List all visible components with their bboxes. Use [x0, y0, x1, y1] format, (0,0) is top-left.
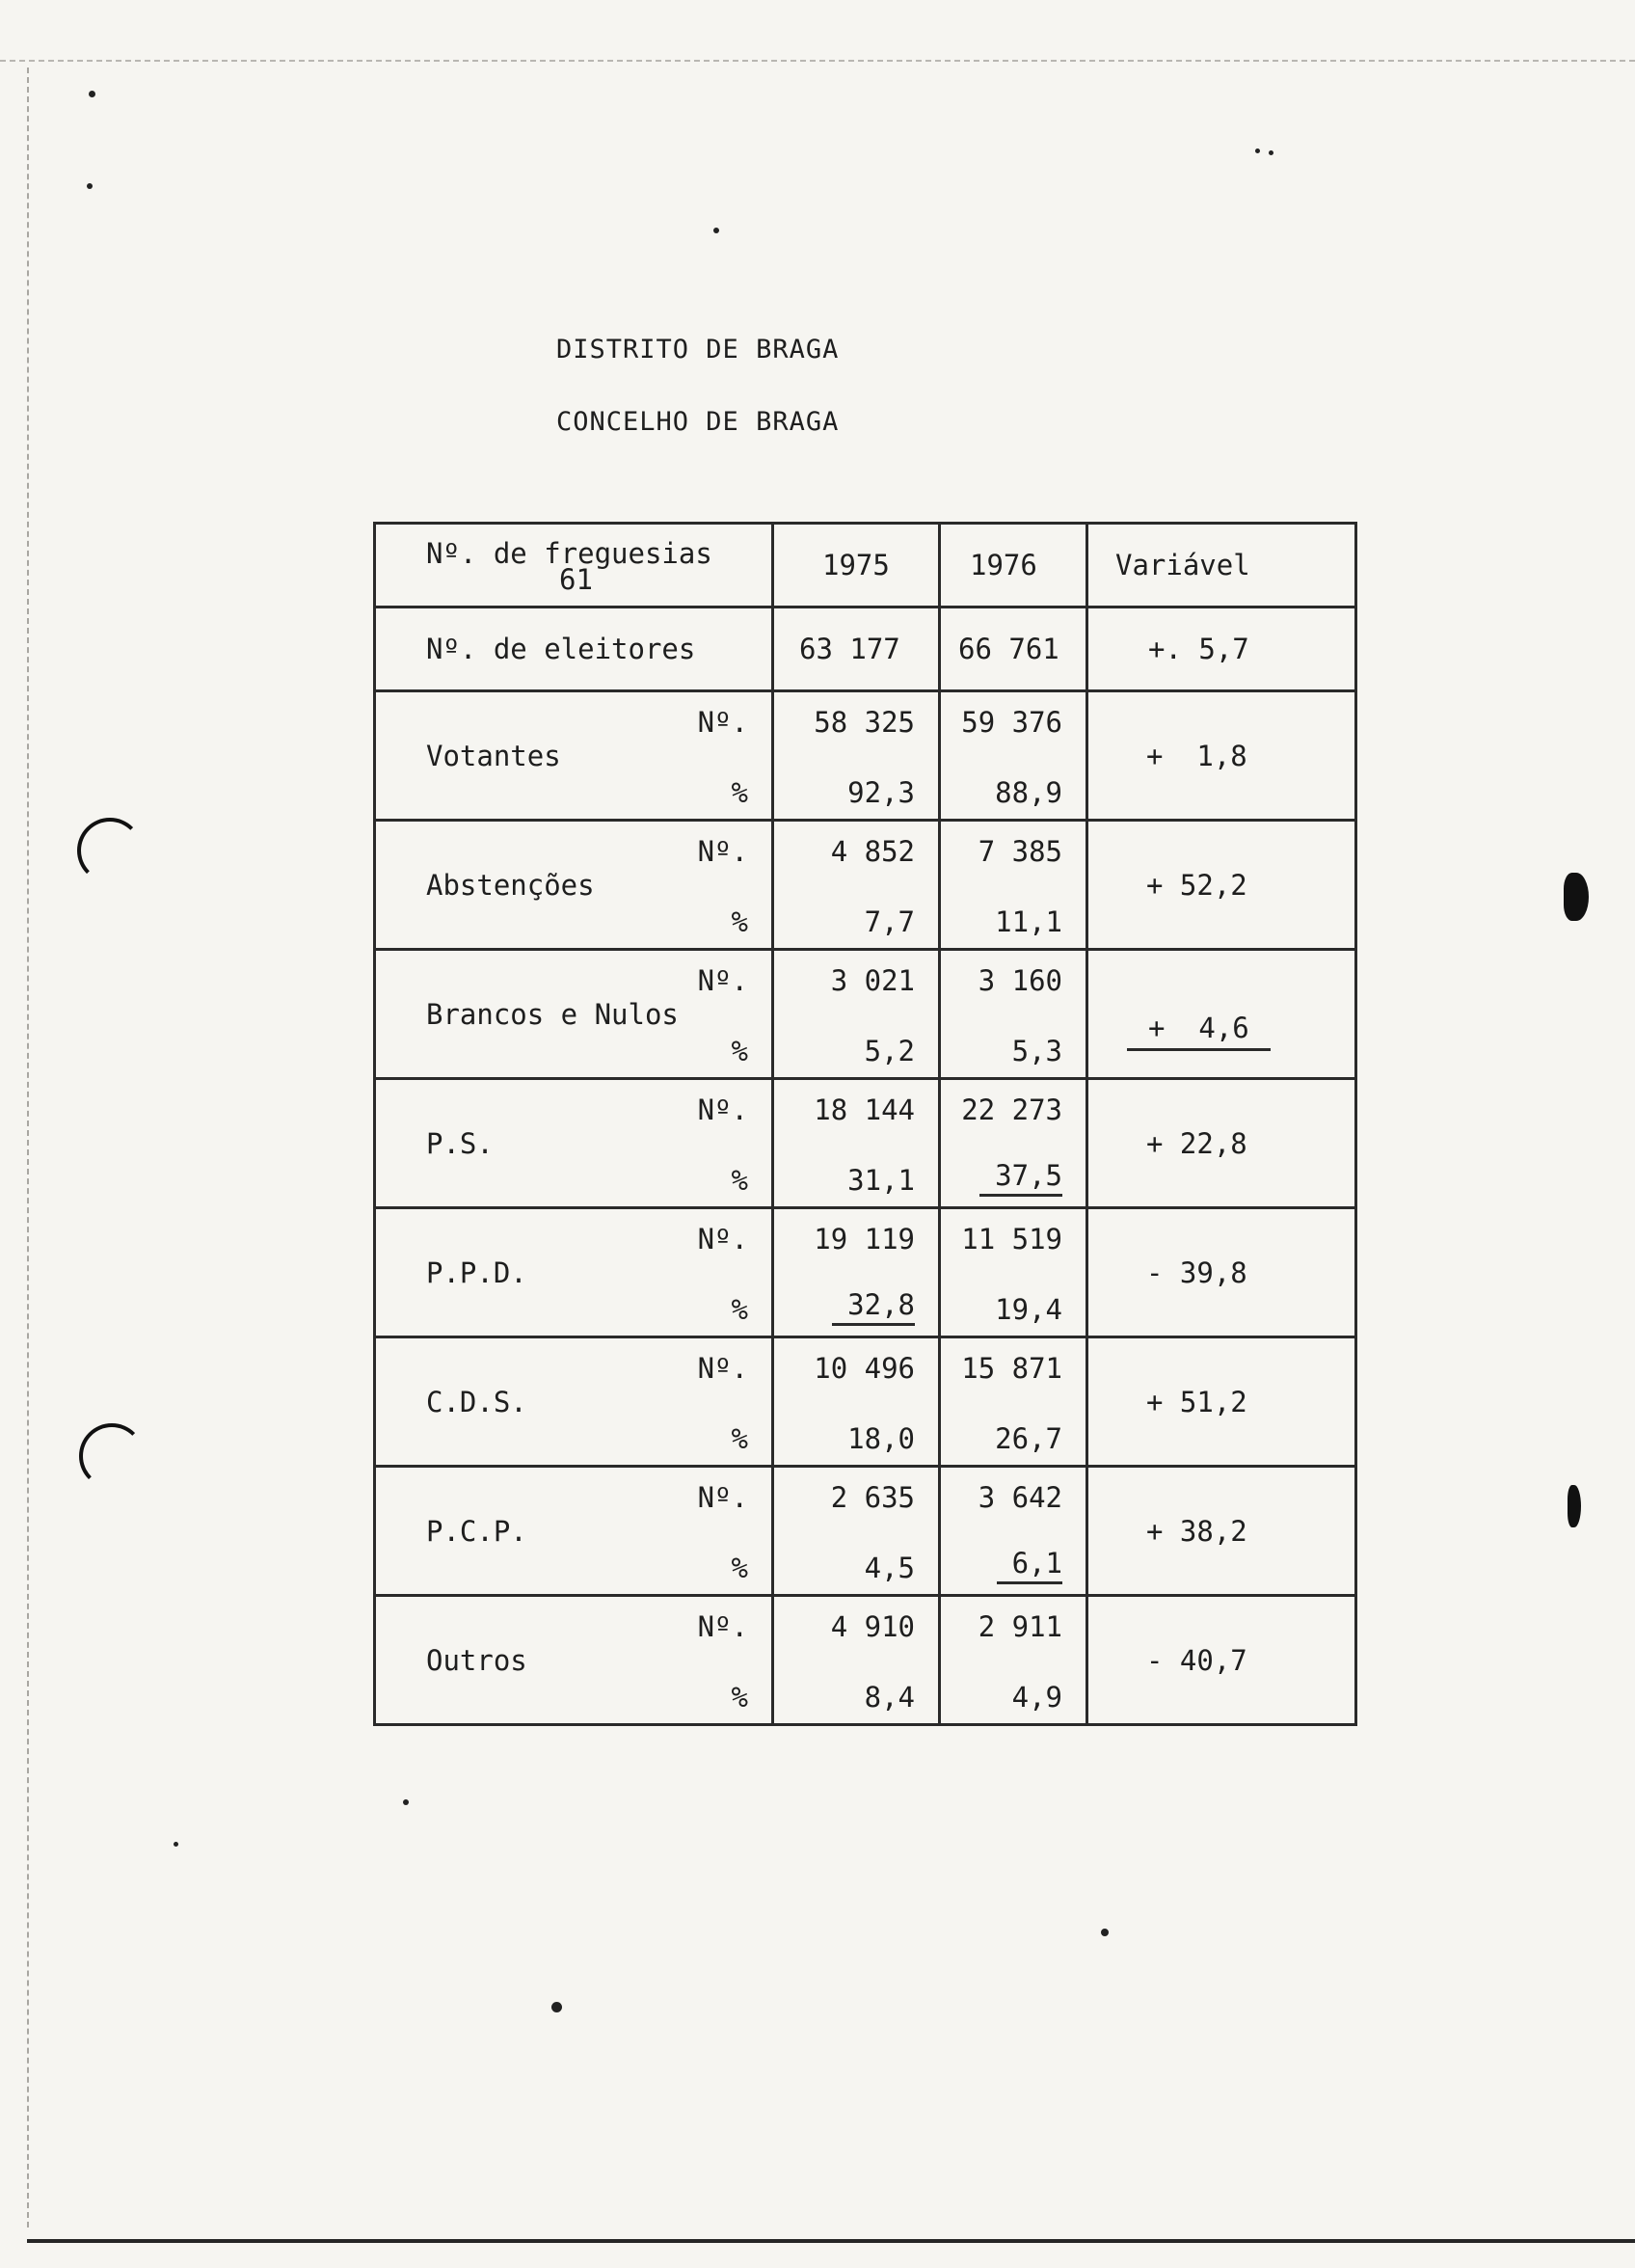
table-header-row — [375, 524, 1356, 608]
table-row — [375, 1337, 1356, 1467]
variation-value: + 52,2 — [1146, 868, 1247, 902]
row-1975-cell — [773, 691, 940, 821]
scan-speck — [174, 1842, 178, 1847]
variation-label: Variável — [1115, 549, 1250, 581]
row-label: P.C.P. — [426, 1514, 527, 1548]
scan-speck — [1101, 1929, 1109, 1936]
variation-value: + 38,2 — [1146, 1514, 1247, 1548]
row-1975-cell — [773, 1337, 940, 1467]
row-label-cell-absten-es — [375, 821, 773, 950]
row-1976-cell — [940, 1467, 1087, 1596]
percent-1975: 4,5 — [864, 1552, 915, 1584]
percent-1976: 37,5 — [979, 1159, 1062, 1197]
row-variation-cell — [1087, 1467, 1356, 1596]
row-1975-cell — [773, 1467, 940, 1596]
year-1976-label: 1976 — [970, 549, 1037, 581]
count-1976: 22 273 — [961, 1094, 1062, 1126]
count-1975: 19 119 — [814, 1223, 915, 1256]
percent-1975: 8,4 — [864, 1681, 915, 1714]
row-label: P.S. — [426, 1126, 494, 1160]
row-label: C.D.S. — [426, 1385, 527, 1418]
scan-speck — [87, 183, 93, 189]
percent-1975: 5,2 — [864, 1035, 915, 1067]
percent-1976: 11,1 — [995, 905, 1062, 938]
header-parishes-cell — [375, 524, 773, 608]
row-1975-cell — [773, 1079, 940, 1208]
row-label-cell-p-p-d — [375, 1208, 773, 1337]
row-1976-cell — [940, 1337, 1087, 1467]
number-sublabel: Nº. — [697, 1610, 748, 1643]
row-label-cell-p-s — [375, 1079, 773, 1208]
percent-1975: 32,8 — [832, 1288, 915, 1326]
row-variation-cell — [1087, 950, 1356, 1079]
row-1975-cell — [773, 821, 940, 950]
council-heading: CONCELHO DE BRAGA — [556, 407, 840, 437]
percent-sublabel: % — [731, 1422, 748, 1455]
year-1975-label: 1975 — [822, 549, 890, 581]
variation-value: + 4,6 — [1127, 1012, 1271, 1051]
count-1976: 3 160 — [978, 964, 1062, 997]
table-row — [375, 1596, 1356, 1725]
percent-sublabel: % — [731, 1164, 748, 1197]
row-1976-cell — [940, 1596, 1087, 1725]
count-1975: 4 852 — [830, 835, 915, 868]
scan-bottom-line — [27, 2239, 1635, 2243]
table-row — [375, 950, 1356, 1079]
scan-speck — [1269, 150, 1273, 155]
percent-1975: 31,1 — [847, 1164, 915, 1197]
count-1976: 7 385 — [978, 835, 1062, 868]
row-1975-cell — [773, 1596, 940, 1725]
count-1975: 2 635 — [830, 1481, 915, 1514]
row-variation-cell — [1087, 1337, 1356, 1467]
row-variation-cell — [1087, 1596, 1356, 1725]
election-results-table — [373, 522, 1357, 1726]
electors-1975-cell — [773, 608, 940, 691]
row-label-cell-votantes — [375, 691, 773, 821]
scan-mark — [77, 818, 143, 883]
percent-1976: 4,9 — [1011, 1681, 1062, 1714]
percent-sublabel: % — [731, 1681, 748, 1714]
row-variation-cell — [1087, 821, 1356, 950]
number-sublabel: Nº. — [697, 706, 748, 739]
header-year-1975 — [773, 524, 940, 608]
electors-1975: 63 177 — [799, 633, 900, 665]
number-sublabel: Nº. — [697, 1481, 748, 1514]
percent-1975: 92,3 — [847, 776, 915, 809]
row-label: Votantes — [426, 739, 561, 772]
header-year-1976 — [940, 524, 1087, 608]
count-1976: 3 642 — [978, 1481, 1062, 1514]
percent-1975: 7,7 — [864, 905, 915, 938]
row-1976-cell — [940, 821, 1087, 950]
percent-1975: 18,0 — [847, 1422, 915, 1455]
percent-sublabel: % — [731, 905, 748, 938]
electors-row — [375, 608, 1356, 691]
variation-value: - 40,7 — [1146, 1643, 1247, 1677]
count-1975: 58 325 — [814, 706, 915, 739]
table-row — [375, 1208, 1356, 1337]
row-label-cell-p-c-p — [375, 1467, 773, 1596]
percent-sublabel: % — [731, 776, 748, 809]
scan-speck — [551, 2002, 562, 2012]
number-sublabel: Nº. — [697, 1223, 748, 1256]
scan-blot — [1564, 873, 1589, 921]
district-heading: DISTRITO DE BRAGA — [556, 335, 840, 364]
percent-1976: 19,4 — [995, 1293, 1062, 1326]
row-1976-cell — [940, 950, 1087, 1079]
count-1976: 59 376 — [961, 706, 1062, 739]
row-1976-cell — [940, 1079, 1087, 1208]
count-1975: 4 910 — [830, 1610, 915, 1643]
electors-variation-cell — [1087, 608, 1356, 691]
electors-1976-cell — [940, 608, 1087, 691]
table-row — [375, 821, 1356, 950]
variation-value: + 1,8 — [1146, 739, 1247, 772]
percent-1976: 5,3 — [1011, 1035, 1062, 1067]
row-label: Abstenções — [426, 868, 595, 902]
scan-speck — [713, 228, 719, 233]
row-1975-cell — [773, 1208, 940, 1337]
number-sublabel: Nº. — [697, 1352, 748, 1385]
row-label-cell-brancos-e-nulos — [375, 950, 773, 1079]
row-label: P.P.D. — [426, 1256, 527, 1289]
row-1975-cell — [773, 950, 940, 1079]
percent-1976: 26,7 — [995, 1422, 1062, 1455]
table-row — [375, 1467, 1356, 1596]
count-1976: 15 871 — [961, 1352, 1062, 1385]
variation-value: + 22,8 — [1146, 1126, 1247, 1160]
row-1976-cell — [940, 691, 1087, 821]
table-row — [375, 1079, 1356, 1208]
count-1976: 2 911 — [978, 1610, 1062, 1643]
percent-sublabel: % — [731, 1552, 748, 1584]
electors-label-cell — [375, 608, 773, 691]
percent-1976: 88,9 — [995, 776, 1062, 809]
count-1976: 11 519 — [961, 1223, 1062, 1256]
variation-value: - 39,8 — [1146, 1256, 1247, 1289]
row-label: Outros — [426, 1643, 527, 1677]
variation-value: + 51,2 — [1146, 1385, 1247, 1418]
row-1976-cell — [940, 1208, 1087, 1337]
count-1975: 3 021 — [830, 964, 915, 997]
row-variation-cell — [1087, 1208, 1356, 1337]
number-sublabel: Nº. — [697, 964, 748, 997]
number-sublabel: Nº. — [697, 1094, 748, 1126]
count-1975: 10 496 — [814, 1352, 915, 1385]
count-1975: 18 144 — [814, 1094, 915, 1126]
electors-label: Nº. de eleitores — [426, 633, 696, 665]
percent-sublabel: % — [731, 1293, 748, 1326]
row-variation-cell — [1087, 1079, 1356, 1208]
percent-sublabel: % — [731, 1035, 748, 1067]
header-parishes-label: Nº. de freguesias — [426, 537, 712, 570]
scan-left-edge — [27, 68, 29, 2228]
scan-speck — [1255, 148, 1260, 153]
row-label-cell-outros — [375, 1596, 773, 1725]
header-parishes-count: 61 — [559, 563, 593, 596]
percent-1976: 6,1 — [997, 1547, 1062, 1584]
scan-mark — [79, 1423, 145, 1489]
number-sublabel: Nº. — [697, 835, 748, 868]
row-variation-cell — [1087, 691, 1356, 821]
scan-blot — [1568, 1485, 1581, 1527]
row-label-cell-c-d-s — [375, 1337, 773, 1467]
header-variation — [1087, 524, 1356, 608]
table-row — [375, 691, 1356, 821]
electors-variation: +. 5,7 — [1148, 633, 1249, 665]
row-label: Brancos e Nulos — [426, 997, 679, 1031]
scan-speck — [89, 91, 95, 97]
scan-speck — [403, 1799, 409, 1805]
scan-top-line — [0, 60, 1635, 62]
electors-1976: 66 761 — [958, 633, 1059, 665]
